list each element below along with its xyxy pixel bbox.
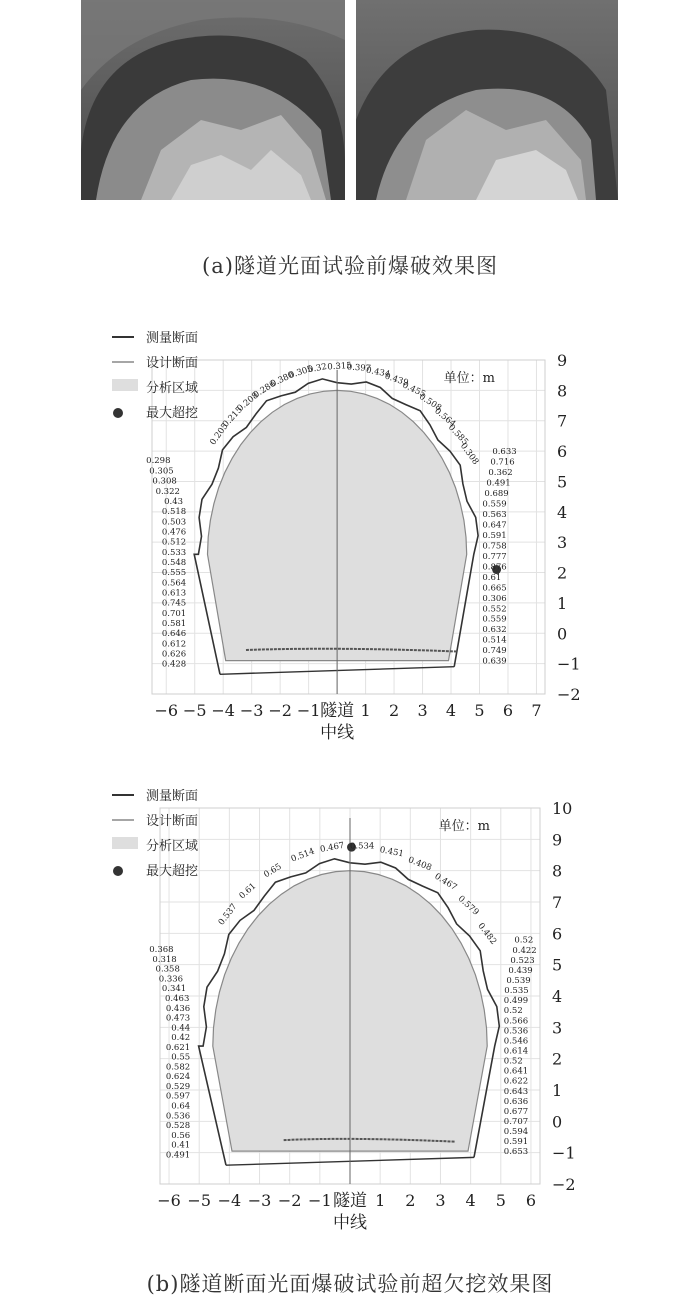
overbreak-label-left: 0.341 [161, 984, 187, 995]
x-tick-label: 1 [360, 701, 371, 720]
x-tick-label: −2 [277, 1191, 302, 1210]
overbreak-label-right: 0.622 [503, 1076, 529, 1087]
overbreak-label-left: 0.745 [161, 598, 187, 609]
y-tick-label: 0 [552, 1112, 563, 1132]
y-tick-label: 7 [552, 893, 563, 912]
overbreak-label-right: 0.552 [482, 604, 507, 615]
overbreak-label-left: 0.536 [165, 1111, 191, 1122]
y-tick-label: 5 [552, 955, 563, 975]
overbreak-label-right: 0.439 [508, 965, 533, 976]
overbreak-label-top: 0.434 [365, 365, 391, 380]
x-tick-label: 5 [474, 701, 485, 720]
legend [112, 330, 198, 421]
x-tick-label: 5 [495, 1191, 506, 1210]
overbreak-label-right: 0.716 [490, 457, 515, 468]
overbreak-label-left: 0.318 [152, 954, 177, 965]
overbreak-chart-b [0, 780, 700, 1250]
y-tick-label: 9 [557, 351, 568, 370]
overbreak-label-top: 0.215 [220, 404, 245, 430]
overbreak-label-top: 0.451 [378, 845, 405, 860]
overbreak-label-left: 0.43 [164, 496, 184, 507]
y-tick-label: 1 [552, 1081, 563, 1100]
y-tick-label: 6 [552, 924, 563, 944]
x-tick-label: −1 [308, 1191, 332, 1210]
overbreak-label-left: 0.491 [165, 1150, 191, 1161]
center-label-line1: 隧道 [320, 701, 355, 721]
legend-entry: 设计断面 [146, 356, 199, 371]
center-label-line2: 中线 [333, 1213, 367, 1233]
overbreak-label-right: 0.641 [503, 1066, 529, 1077]
x-tick-label: −2 [268, 701, 292, 720]
overbreak-label-top: 0.467 [319, 840, 346, 855]
overbreak-label-left: 0.548 [161, 557, 187, 568]
legend-entry: 测量断面 [146, 331, 199, 346]
legend-max-swatch [113, 408, 123, 418]
overbreak-label-right: 0.499 [503, 996, 529, 1007]
y-tick-label: 8 [557, 381, 568, 401]
y-tick-label: 2 [557, 563, 568, 583]
unit-label: 单位：m [438, 819, 490, 834]
y-tick-label: −1 [552, 1143, 576, 1163]
y-tick-label: 10 [552, 799, 573, 818]
y-tick-label: 3 [557, 533, 568, 553]
x-tick-label: 3 [435, 1191, 446, 1210]
unit-label: 单位：m [443, 371, 495, 386]
legend [112, 788, 198, 879]
overbreak-label-right: 0.362 [488, 468, 513, 479]
overbreak-label-left: 0.701 [161, 608, 187, 619]
x-tick-label: 4 [465, 1191, 476, 1210]
overbreak-label-top: 0.439 [383, 371, 410, 389]
overbreak-label-right: 0.61 [482, 572, 502, 583]
overbreak-label-left: 0.581 [161, 618, 187, 629]
overbreak-label-right: 0.536 [503, 1026, 529, 1037]
overbreak-label-left: 0.612 [161, 639, 187, 650]
overbreak-label-left: 0.555 [161, 568, 187, 579]
y-tick-label: 4 [557, 502, 568, 522]
overbreak-label-top: 0.380 [269, 370, 296, 390]
y-tick-label: 3 [552, 1018, 563, 1038]
overbreak-label-top: 0.305 [287, 363, 315, 382]
overbreak-label-right: 0.535 [504, 986, 529, 997]
overbreak-label-right: 0.546 [503, 1036, 529, 1047]
tunnel-face-photo-icon [81, 0, 345, 200]
legend-max-swatch [113, 866, 123, 876]
overbreak-label-top: 0.508 [417, 392, 444, 414]
figure-a-caption: (a)隧道光面试验前爆破效果图 [202, 254, 498, 278]
overbreak-label-right: 0.614 [503, 1046, 529, 1057]
y-tick-label: 7 [557, 411, 568, 431]
overbreak-label-left: 0.305 [149, 466, 174, 477]
y-tick-label: 4 [552, 987, 563, 1006]
overbreak-label-left: 0.298 [146, 456, 171, 467]
overbreak-label-right: 0.758 [482, 541, 507, 552]
overbreak-label-right: 0.539 [506, 976, 531, 987]
overbreak-label-left: 0.646 [161, 629, 187, 640]
overbreak-label-left: 0.55 [171, 1052, 191, 1063]
overbreak-label-left: 0.582 [165, 1062, 191, 1073]
x-tick-label: −6 [157, 1191, 181, 1210]
y-tick-label: 5 [557, 472, 568, 492]
overbreak-label-left: 0.528 [165, 1121, 191, 1132]
overbreak-label-left: 0.41 [171, 1140, 191, 1151]
legend-entry: 分析区域 [146, 381, 199, 396]
overbreak-label-top: 0.564 [432, 406, 458, 430]
overbreak-label-top: 0.537 [216, 902, 240, 928]
overbreak-label-right: 0.559 [482, 614, 507, 625]
y-tick-label: 0 [557, 624, 568, 644]
overbreak-label-left: 0.473 [165, 1013, 191, 1024]
overbreak-label-right: 0.636 [503, 1096, 529, 1107]
overbreak-label-left: 0.436 [165, 1003, 191, 1014]
x-tick-label: −5 [182, 701, 207, 720]
overbreak-label-right: 0.876 [482, 562, 507, 573]
overbreak-label-right: 0.563 [482, 509, 507, 520]
overbreak-label-left: 0.308 [152, 476, 177, 487]
x-tick-label: 6 [525, 1191, 537, 1210]
overbreak-label-right: 0.52 [503, 1056, 523, 1067]
overbreak-label-right: 0.777 [482, 551, 507, 562]
x-tick-label: −5 [187, 1191, 212, 1210]
overbreak-label-right: 0.559 [482, 499, 507, 510]
overbreak-chart-a [0, 322, 700, 762]
overbreak-label-left: 0.518 [161, 507, 187, 518]
legend-entry: 最大超挖 [146, 864, 199, 879]
chart-b-svg [0, 780, 700, 1250]
overbreak-label-left: 0.503 [161, 517, 187, 528]
overbreak-label-top: 0.308 [457, 441, 481, 467]
overbreak-label-top: 0.32 [307, 361, 328, 376]
legend-area-swatch [112, 837, 138, 849]
center-label-line2: 中线 [320, 723, 355, 743]
overbreak-label-right: 0.591 [482, 530, 507, 541]
x-tick-label: −1 [296, 701, 321, 720]
overbreak-label-right: 0.689 [484, 489, 509, 500]
x-tick-label: 7 [531, 701, 542, 720]
x-tick-label: −3 [247, 1191, 272, 1210]
x-tick-label: −4 [211, 701, 235, 720]
y-tick-label: −2 [557, 685, 581, 704]
overbreak-label-right: 0.523 [510, 955, 535, 966]
overbreak-label-left: 0.428 [161, 659, 187, 670]
overbreak-label-right: 0.491 [486, 478, 511, 489]
legend-entry: 设计断面 [146, 814, 199, 829]
chart-a-svg [0, 322, 700, 762]
overbreak-label-right: 0.653 [503, 1147, 529, 1158]
tunnel-photo-right [356, 0, 618, 200]
overbreak-label-right: 0.591 [503, 1137, 529, 1148]
x-tick-label: −4 [217, 1191, 242, 1210]
legend-entry: 测量断面 [146, 789, 199, 804]
overbreak-label-left: 0.476 [161, 527, 187, 538]
overbreak-label-right: 0.639 [482, 656, 507, 667]
overbreak-label-right: 0.633 [492, 447, 517, 458]
y-tick-label: 6 [557, 442, 568, 462]
overbreak-label-right: 0.422 [512, 945, 537, 956]
overbreak-label-left: 0.564 [161, 578, 187, 589]
y-tick-label: 2 [552, 1049, 563, 1069]
center-label-line1: 隧道 [333, 1191, 367, 1211]
overbreak-label-right: 0.632 [482, 625, 507, 636]
overbreak-label-top: 0.514 [289, 846, 317, 865]
x-tick-label: 1 [375, 1191, 386, 1210]
overbreak-label-right: 0.566 [503, 1016, 529, 1027]
y-tick-label: 8 [552, 861, 563, 881]
overbreak-label-left: 0.533 [161, 547, 187, 558]
tunnel-photo-left [81, 0, 345, 200]
overbreak-label-right: 0.306 [482, 593, 507, 604]
overbreak-label-right: 0.707 [503, 1117, 529, 1128]
overbreak-label-left: 0.368 [149, 945, 174, 956]
x-tick-label: −6 [154, 701, 179, 720]
overbreak-label-left: 0.512 [161, 537, 187, 548]
x-tick-label: 2 [388, 701, 400, 720]
tunnel-face-photo-icon [356, 0, 618, 200]
overbreak-label-right: 0.514 [482, 635, 507, 646]
overbreak-label-left: 0.529 [165, 1081, 191, 1092]
overbreak-label-left: 0.64 [171, 1101, 191, 1112]
overbreak-label-top: 0.482 [475, 921, 499, 947]
overbreak-label-top: 0.315 [327, 360, 353, 373]
overbreak-label-right: 0.665 [482, 583, 507, 594]
overbreak-label-top: 0.65 [262, 861, 284, 881]
overbreak-label-left: 0.336 [158, 974, 184, 985]
overbreak-label-left: 0.56 [171, 1130, 191, 1141]
figure-b-caption: (b)隧道断面光面爆破试验前超欠挖效果图 [146, 1272, 554, 1296]
x-tick-label: 6 [502, 701, 514, 720]
overbreak-label-right: 0.677 [503, 1106, 529, 1117]
overbreak-label-left: 0.597 [165, 1091, 191, 1102]
overbreak-label-top: 0.534 [350, 841, 375, 852]
overbreak-label-left: 0.463 [165, 993, 190, 1004]
overbreak-label-left: 0.621 [165, 1042, 191, 1053]
overbreak-label-left: 0.322 [155, 486, 180, 497]
overbreak-label-left: 0.358 [155, 964, 180, 975]
overbreak-label-left: 0.624 [165, 1072, 191, 1083]
overbreak-label-right: 0.52 [514, 935, 534, 946]
overbreak-label-top: 0.397 [346, 362, 372, 374]
x-tick-label: 3 [417, 701, 428, 720]
overbreak-label-top: 0.205 [208, 421, 231, 448]
overbreak-label-top: 0.286 [251, 378, 278, 401]
overbreak-label-top: 0.585 [445, 422, 470, 448]
overbreak-label-right: 0.749 [482, 646, 507, 657]
overbreak-label-left: 0.626 [161, 649, 187, 660]
legend-entry: 最大超挖 [146, 406, 199, 421]
overbreak-label-top: 0.408 [406, 855, 433, 874]
legend-entry: 分析区域 [146, 839, 199, 854]
overbreak-label-top: 0.579 [455, 893, 481, 918]
overbreak-label-top: 0.208 [235, 390, 261, 414]
legend-area-swatch [112, 379, 138, 391]
overbreak-label-right: 0.52 [503, 1006, 523, 1017]
x-tick-label: 2 [405, 1191, 416, 1210]
y-tick-label: −1 [557, 654, 581, 674]
y-tick-label: 1 [557, 593, 568, 613]
overbreak-label-top: 0.467 [432, 871, 459, 893]
overbreak-label-right: 0.643 [503, 1086, 529, 1097]
overbreak-label-right: 0.647 [482, 520, 507, 531]
y-tick-label: −2 [552, 1175, 576, 1194]
x-tick-label: 4 [445, 701, 457, 720]
x-tick-label: −3 [239, 701, 264, 720]
overbreak-label-left: 0.44 [171, 1023, 191, 1034]
overbreak-label-left: 0.613 [161, 588, 187, 599]
overbreak-label-top: 0.455 [400, 380, 427, 400]
overbreak-label-right: 0.594 [503, 1127, 529, 1138]
overbreak-label-top: 0.61 [237, 881, 259, 902]
y-tick-label: 9 [552, 830, 563, 850]
overbreak-label-left: 0.42 [171, 1033, 191, 1044]
